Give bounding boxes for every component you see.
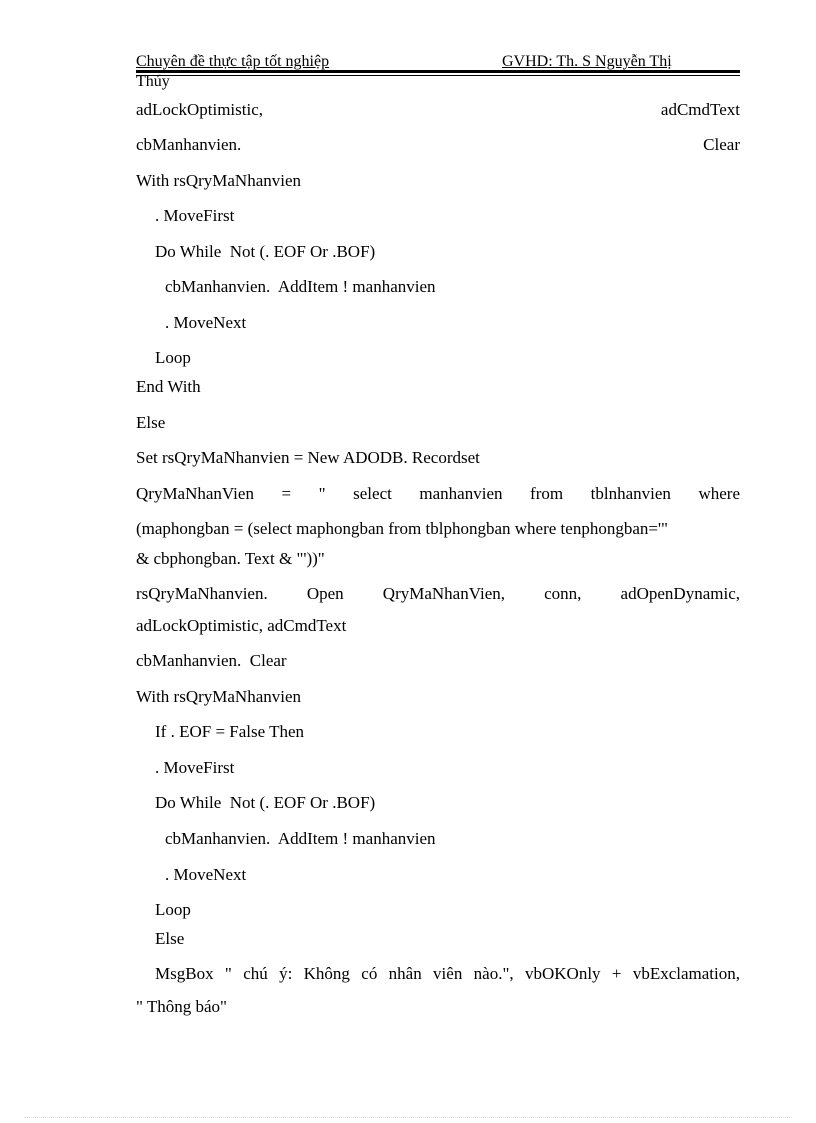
code-line: Loop	[155, 348, 191, 367]
code-line: rsQryMaNhanvien. Open QryMaNhanVien, conn, adOpenDynamic,	[136, 584, 740, 603]
code-line: With rsQryMaNhanvien	[136, 171, 302, 190]
code-line: End With	[136, 377, 201, 396]
code-line: cbManhanvien. AddItem ! manhanvien	[165, 829, 436, 848]
code-line: cbManhanvien. AddItem ! manhanvien	[165, 277, 436, 296]
code-line: If . EOF = False Then	[155, 722, 305, 741]
header-rule-thin	[136, 75, 740, 76]
code-text: adCmdText	[660, 100, 740, 119]
code-line: Set rsQryMaNhanvien = New ADODB. Recordset	[136, 448, 480, 467]
code-line: Else	[136, 413, 166, 432]
code-line	[136, 134, 740, 156]
code-line: Loop	[155, 900, 191, 919]
code-line: MsgBox " chú ý: Không có nhân viên nào.", vbOKOnly + vbExclamation,	[155, 964, 740, 983]
code-line: . MoveNext	[165, 313, 247, 332]
page-bottom-edge	[24, 1117, 792, 1118]
header-advisor: GVHD: Th. S Nguyễn Thị	[502, 53, 672, 70]
code-line: " Thông báo"	[136, 997, 228, 1016]
code-line: Do While Not (. EOF Or .BOF)	[155, 242, 376, 261]
code-line	[136, 99, 740, 121]
code-line: (maphongban = (select maphongban from tblphongban where tenphongban='"	[136, 519, 668, 538]
code-line: Do While Not (. EOF Or .BOF)	[155, 793, 376, 812]
code-line: . MoveFirst	[155, 758, 235, 777]
code-line: Else	[155, 929, 185, 948]
code-line: . MoveNext	[165, 865, 247, 884]
code-text: Clear	[703, 135, 740, 154]
code-line: With rsQryMaNhanvien	[136, 687, 302, 706]
code-line: . MoveFirst	[155, 206, 235, 225]
code-line: & cbphongban. Text & "'))"	[136, 549, 325, 568]
header-continuation: Thúy	[136, 73, 170, 90]
code-text: adLockOptimistic,	[136, 100, 264, 119]
code-line: adLockOptimistic, adCmdText	[136, 616, 347, 635]
page-header	[136, 52, 740, 72]
code-line: cbManhanvien. Clear	[136, 651, 287, 670]
code-line: QryMaNhanVien = " select manhanvien from tblnhanvien where	[136, 484, 740, 503]
code-text: cbManhanvien.	[136, 135, 242, 154]
header-title: Chuyên đề thực tập tốt nghiệp	[136, 53, 330, 70]
header-rule-thick	[136, 70, 740, 73]
